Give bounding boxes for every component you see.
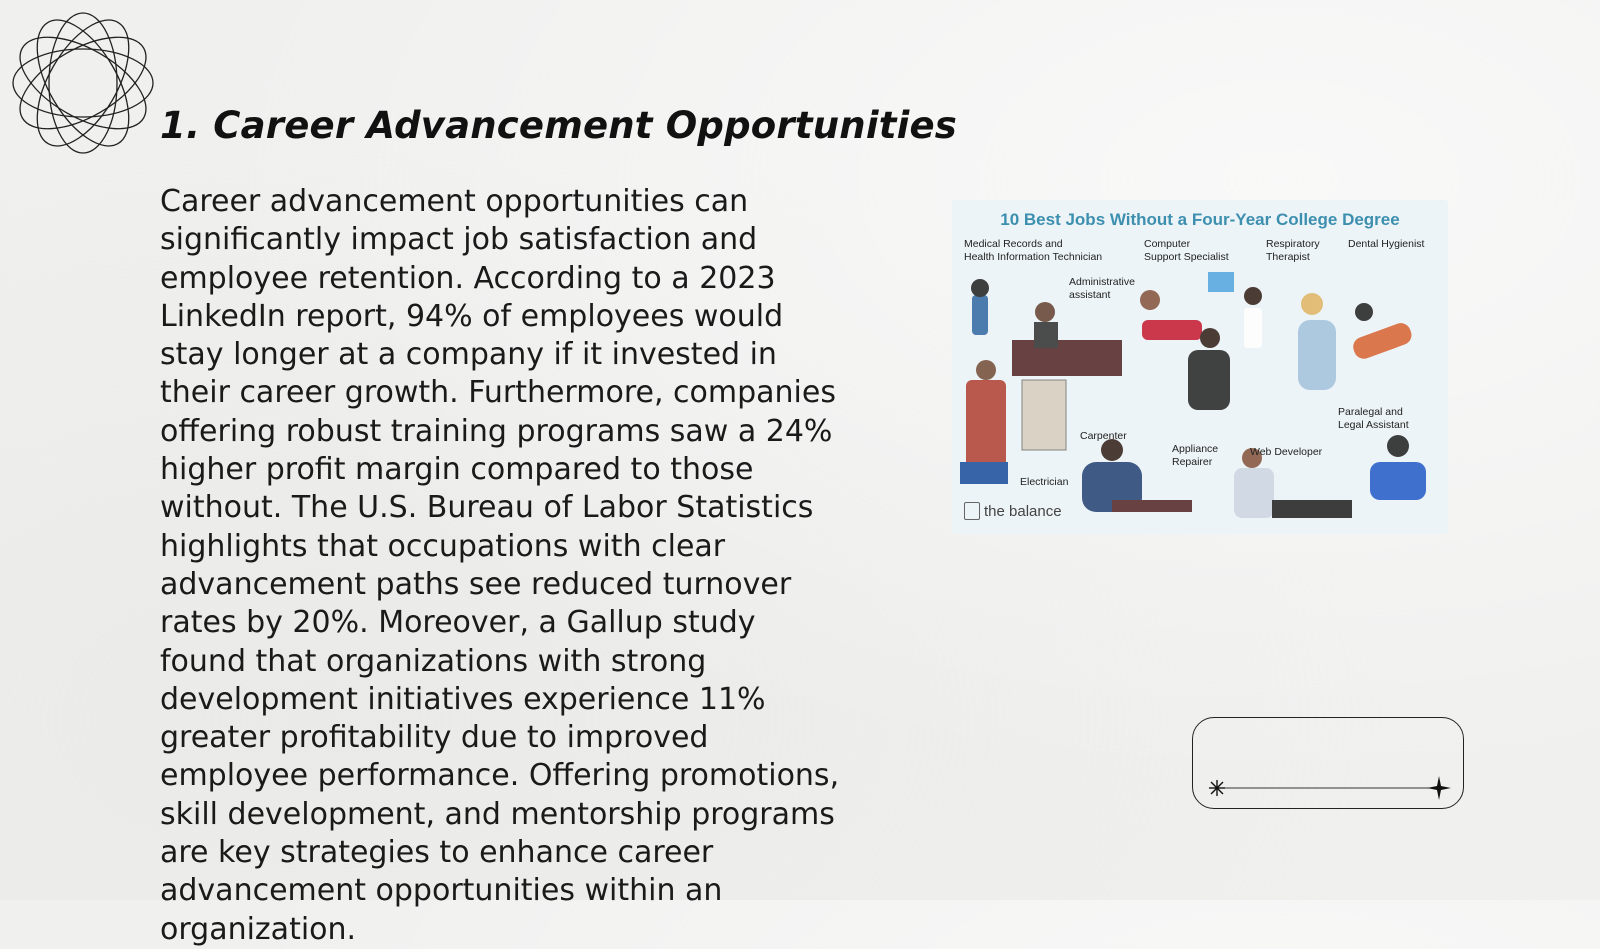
job-label: Medical Records and Health Information Technician [964, 238, 1103, 263]
job-label: Respiratory Therapist [1266, 238, 1320, 263]
sparkle-icon [1209, 780, 1225, 796]
orbit-logo-icon [10, 10, 156, 156]
brand-mark-icon [964, 502, 980, 520]
cross-star-icon [1427, 776, 1451, 800]
job-label: Dental Hygienist [1348, 238, 1425, 250]
job-label: Computer Support Specialist [1144, 238, 1229, 263]
brand-logo [964, 502, 1062, 520]
infographic-image [952, 200, 1448, 534]
brand-name: the balance [984, 502, 1062, 520]
job-label: Paralegal and Legal Assistant [1338, 406, 1409, 431]
job-label: Administrative assistant [1069, 276, 1135, 301]
infographic-title: 10 Best Jobs Without a Four-Year College Degree [1000, 210, 1400, 229]
decorative-line [1193, 718, 1465, 810]
slide-title: 1. Career Advancement Opportunities [160, 104, 957, 147]
decorative-frame [1192, 717, 1464, 809]
job-label: Electrician [1020, 476, 1069, 488]
job-label: Carpenter [1080, 430, 1127, 442]
body-paragraph: Career advancement opportunities can significantly impact job satisfaction and employee retention. According to a 2023 LinkedIn report, 94% of employees would stay longer at a company if it invested in their career growth. Furthermore, companies offering robust training programs saw a 24% higher profit margin compared to those without. The U.S. Bureau of Labor Statistics highlights that occupations with clear advancement paths see reduced turnover rates by 20%. Moreover, a Gallup study found that organizations with strong development initiatives experience 11% greater profitability due to improved employee performance. Offering promotions, skill development, and mentorship programs are key strategies to enhance career advancement opportunities within an organization. [160, 184, 840, 947]
job-label: Appliance Repairer [1172, 443, 1219, 468]
job-label: Web Developer [1250, 446, 1323, 458]
